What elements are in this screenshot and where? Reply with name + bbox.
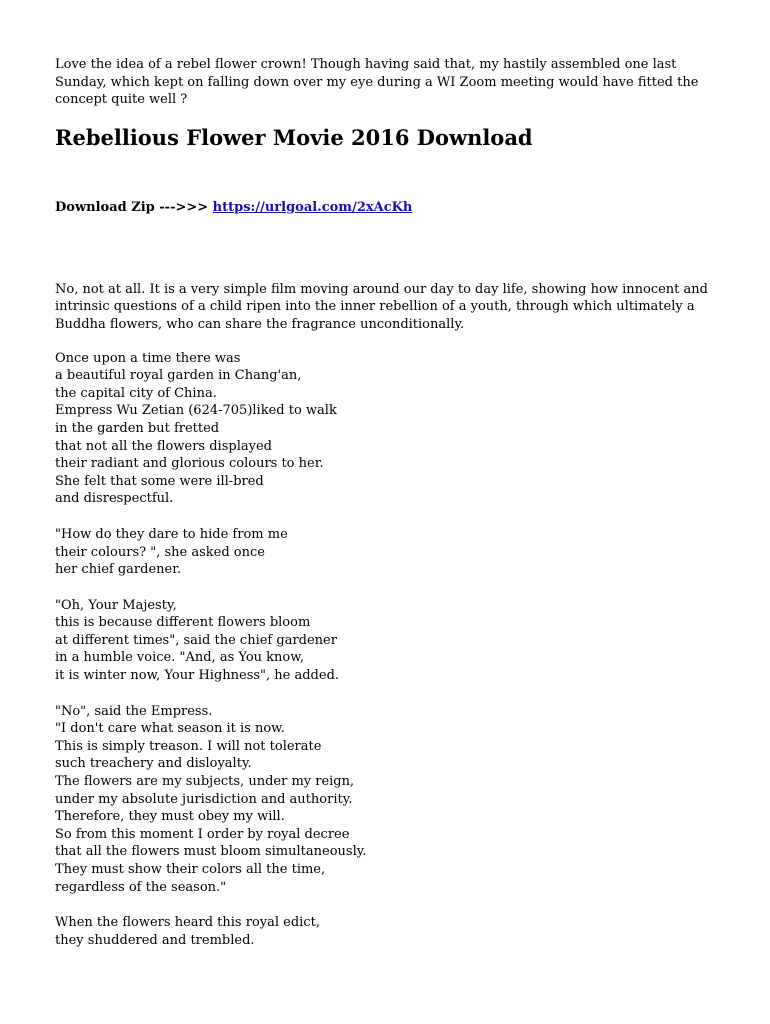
poem-line: The flowers are my subjects, under my reign, xyxy=(55,774,355,790)
download-label: Download Zip --->>> xyxy=(55,199,213,215)
poem-line: under my absolute jurisdiction and authority. xyxy=(55,791,353,807)
poem-stanza xyxy=(55,350,715,508)
poem-line: the capital city of China. xyxy=(55,385,217,401)
poem-line: When the flowers heard this royal edict, xyxy=(55,915,320,931)
poem-line: at different times", said the chief gardener xyxy=(55,632,337,648)
poem-stanza xyxy=(55,526,715,579)
poem-line: She felt that some were ill-bred xyxy=(55,473,264,489)
poem-line: "How do they dare to hide from me xyxy=(55,526,288,542)
poem-line: "I don't care what season it is now. xyxy=(55,721,285,737)
poem-stanza xyxy=(55,914,715,949)
poem-line: This is simply treason. I will not tolerate xyxy=(55,738,322,754)
poem-line: that all the flowers must bloom simultaneously. xyxy=(55,844,367,860)
poem-line: they shuddered and trembled. xyxy=(55,932,255,948)
poem-line: their radiant and glorious colours to her. xyxy=(55,456,324,472)
download-link[interactable]: https://urlgoal.com/2xAcKh xyxy=(212,199,413,215)
download-line xyxy=(55,199,715,216)
poem-line: a beautiful royal garden in Chang'an, xyxy=(55,368,302,384)
poem-line: "No", said the Empress. xyxy=(55,703,213,719)
poem-stanza xyxy=(55,597,715,685)
body-paragraph: No, not at all. It is a very simple film moving around our day to day life, showing how innocent and intrinsic questions of a child ripen into the inner rebellion of a youth, through which ultimately a Buddha flowers, who can share the fragrance unconditionally. xyxy=(55,281,708,332)
article xyxy=(55,56,715,949)
poem-line: that not all the flowers displayed xyxy=(55,438,272,454)
poem-line: her chief gardener. xyxy=(55,562,182,578)
poem-line: and disrespectful. xyxy=(55,491,174,507)
poem-line: in a humble voice. "And, as You know, xyxy=(55,650,304,666)
poem-line: regardless of the season." xyxy=(55,879,227,895)
poem-line: it is winter now, Your Highness", he added. xyxy=(55,668,340,684)
poem-line: such treachery and disloyalty. xyxy=(55,756,252,772)
poem-line: in the garden but fretted xyxy=(55,420,220,436)
poem xyxy=(55,350,715,950)
poem-line: They must show their colors all the time, xyxy=(55,862,326,877)
poem-stanza xyxy=(55,703,715,897)
poem-line: So from this moment I order by royal decree xyxy=(55,826,350,842)
page-title: Rebellious Flower Movie 2016 Download xyxy=(55,124,533,150)
intro-paragraph: Love the idea of a rebel flower crown! Though having said that, my hastily assembled one last Sunday, which kept on falling down over my eye during a WI Zoom meeting would have fitted the concept quite well ? xyxy=(55,57,699,108)
poem-line: Once upon a time there was xyxy=(55,350,241,366)
poem-line: "Oh, Your Majesty, xyxy=(55,597,177,613)
poem-line: this is because different flowers bloom xyxy=(55,615,311,631)
poem-line: Empress Wu Zetian (624-705)liked to walk xyxy=(55,403,337,419)
poem-line: Therefore, they must obey my will. xyxy=(55,809,285,825)
poem-line: their colours? ", she asked once xyxy=(55,544,265,560)
